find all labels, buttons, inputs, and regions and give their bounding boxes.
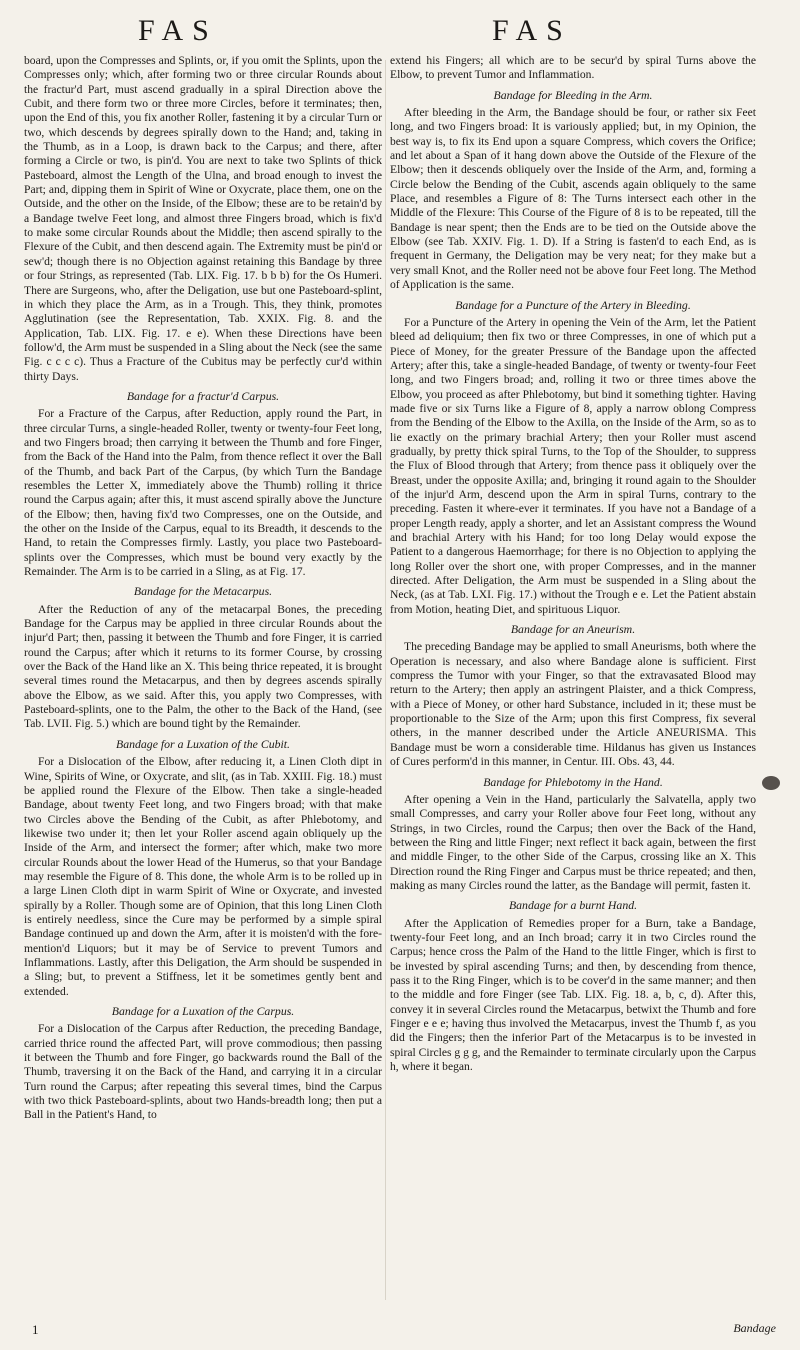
section-heading: Bandage for a fractur'd Carpus.: [126, 388, 280, 403]
section-heading: Bandage for Bleeding in the Arm.: [493, 87, 653, 102]
body-paragraph: After the Reduction of any of the metacarpal Bones, the preceding Bandage for the Carpus may be applied in three circular Rounds about the injur'd Part; then, passing it between the Thumb and fore Finger, it is carried round the Carpus; after which it returns to its former Course, by crossing over the Back of the Hand like an X. This being thrice repeated, it is brought several times round the Metacarpus, and then by degrees ascends spirally above the Elbow, as we said. After this, you apply two Compresses, with Pasteboard-splints, one to the Palm, the other to the Back of the Hand, (see Tab. LVII. Fig. 5.) which are bound tight by the Remainder.: [24, 602, 382, 731]
ink-blot: [762, 776, 780, 790]
section-heading: Bandage for an Aneurism.: [510, 622, 636, 637]
body-paragraph: The preceding Bandage may be applied to small Aneurisms, both where the Operation is necessary, and also where Bandage alone is sufficient. First compress the Tumor with your Finger, so that the extravasated Blood may return to the Artery; then apply an astringent Plaister, and a thick Compress, with a Piece of Money, or other hard Substance, included in it; these must be proportionable to the Size of the Arm; upon this first Compress, fix several others, in the manner described under the Article ANEURISMA. This Bandage must be worn a considerable time. Hildanus has given us Instances of Cures perform'd in this manner, in Centur. III. Obs. 43, 44.: [390, 640, 756, 769]
section-heading: Bandage for Phlebotomy in the Hand.: [483, 774, 663, 789]
left-column: [24, 54, 382, 1316]
running-head: [0, 14, 800, 54]
catchword: Bandage: [733, 1321, 776, 1335]
body-paragraph: For a Dislocation of the Elbow, after reducing it, a Linen Cloth dipt in Wine, Spirits of Wine, or Oxycrate, and slit, (as in Tab. XXIII. Fig. 18.) must be applied round the Flexure of the Elbow. Then take a single-headed Bandage, about twenty Feet long, and two Fingers broad; with that make two Circles above the Bending of the Cubit, as after Phlebotomy, and likewise two under it; then let your Roller ascend again obliquely up the Inside of the Arm, and intersect the former; after which, make two more circular Rounds about the lower Head of the Humerus, so that your Bandage may resemble the Figure of 8. This done, the whole Arm is to be rolled up in a large Linen Cloth dipt in warm Spirit of Wine or Oxycrate, and invested spirally by a Roller. Though some are of Opinion, that this long Linen Cloth is entirely needless, since the Cure may be performed by a simple spiral Bandage continued up and down the Arm, after it is moisten'd with the fore-mention'd Liquors; but it may be of Service to prevent Tumors and Inflammations. Lastly, after this Deligation, the Arm should be suspended in a Sling; but, to prevent a Stiffness, let it be sometimes gently bent and extended.: [24, 755, 382, 998]
body-paragraph: board, upon the Compresses and Splints, or, if you omit the Splints, upon the Compresses only; which, after forming two or three circular Rounds about the fractur'd Part, must ascend gradually in a spiral Direction above the Cubit, and there form two or three more Circles, before it terminates; then, upon the End of this, you fix another Roller, fastening it by a circular Turn or two, which descends by degrees spirally down to the Hand; and, taking in the Thumb, as in a Loop, is drawn back to the Carpus; and there, after forming a Circle or two, is pin'd. You are next to take two Splints of thick Pasteboard, almost the Length of the Ulna, and broad enough to invest the Part; and, dipping them in Spirit of Wine or Oxycrate, place them, one on the Outside, and the other on the Inside, of the Elbow; these are to be retain'd by a Bandage twelve Feet long, and almost three Fingers broad, which is fix'd to make some circular Rounds about the Middle; then ascend spirally to the Flexure of the Cubit, and then descend again. The Extremity must be pin'd or sew'd; though there is no Objection against retaining this Bandage by three or four Strings, as represented (Tab. LIX. Fig. 17. b b b) for the Os Humeri. There are Surgeons, who, after the Deligation, use but one Pasteboard-splint, in which they place the Arm, as in a Trough. This, they think, promotes Agglutination (see the Representation, Tab. XXIX. Fig. 8. and the Application, Tab. LIX. Fig. 17. e e). When these Directions have been follow'd, the Arm must be suspended in a Sling about the Neck (see the same Fig. c c c c). Thus a Fracture of the Cubitus may be perfectly cur'd within thirty Days.: [24, 54, 382, 383]
section-heading: Bandage for the Metacarpus.: [133, 584, 273, 599]
right-column: [390, 54, 756, 1316]
running-head-right: FAS: [492, 14, 572, 47]
body-paragraph: After the Application of Remedies proper for a Burn, take a Bandage, twenty-four Feet long, and an Inch broad; carry it in two Circles round the Carpus; hence cross the Palm of the Hand to the little Finger, which is first to be invested by spiral ascending Turns; and then, by descending from thence, pass it to the Ring Finger, which is to be cover'd in the same manner; and then to the middle and fore Finger (see Tab. LIX. Fig. 18. a, b, c, d). After this, convey it in several Circles round the Metacarpus, betwixt the Thumb and fore Finger e e e; having thus involved the Metacarpus, invest the Thumb f, as you did the Fingers; then the inferior Part of the Metacarpus is to be invested in spiral Circles g g g, and the Remainder to terminate circularly upon the Carpus h, where it began.: [390, 916, 756, 1074]
body-paragraph: After bleeding in the Arm, the Bandage should be four, or rather six Feet long, and two Fingers broad: It is variously applied; but, in my Opinion, the best way is, to fix its End upon a square Compress, which covers the Orifice; and let about a Span of it hang down above the Outside of the Flexure of the Elbow; then it descends obliquely over the Inside of the Arm, and, forming a Circle below the Bending of the Cubit, ascends again obliquely to the same Place, and resembles a Figure of 8: The Turns intersect each other in the Middle of the Flexure: This Course of the Figure of 8 is to be repeated, till the Bandage is near spent; then the Ends are to be tied on the Outside above the Elbow (see Tab. XXIV. Fig. 1. D). If a String is fasten'd to each End, as is frequent in Germany, the Deligation may be very neat; for they make but a very small Knot, and the Roller need not be above four Feet long. The Method of Application is the same.: [390, 106, 756, 292]
column-gutter: [385, 60, 386, 1300]
body-paragraph: For a Dislocation of the Carpus after Reduction, the preceding Bandage, carried thrice round the affected Part, will prove commodious; then passing it between the Thumb and fore Finger, go backwards round the Ball of the Thumb, traversing it on the Back of the Hand, and carrying it in a circular Turn round the Carpus; after repeating this several times, bind the Carpus with two thick Pasteboard-splints, about two Hands-breadth long; then put a Ball in the Patient's Hand, to: [24, 1022, 382, 1122]
body-paragraph: For a Puncture of the Artery in opening the Vein of the Arm, let the Patient bleed ad deliquium; then fix two or three Compresses, in one of which put a Piece of Money, for the greater Pressure of the Bandage upon the affected Artery; after this, take a single-headed Bandage, of twenty or twenty-four Feet long, and two Fingers broad; and, rolling it two or three times above the Elbow, you proceed as after Phlebotomy, but bind it something tighter. Having made five or six Turns like a Figure of 8, apply a narrow oblong Compress from the Bending of the Elbow to the Axilla, on the Inside of the Arm, so as to lie exactly on the primary brachial Artery; then your Roller must ascend gradually, by pretty thick spiral Turns, to the Top of the Shoulder, to suppress the Flux of Blood through that Artery; from thence pass it obliquely over the Breast, under the opposite Axilla; and, bringing it round again to the Shoulder of the injur'd Arm, descend upon the Arm in spiral Turns, contrary to the preceding. Fasten it where-ever it terminates. If you have not a Bandage of a proper Length ready, apply a shorter, and let an Assistant compress the Wound and brachial Artery with his Hand; for too long Delay would expose the Patient to a dangerous Haemorrhage; for there is no Objection to applying the long Roller over the short one, with proper Compresses, and in the manner directed. After Deligation, the Arm must be suspended in a Sling about the Neck, (as at Tab. LXI. Fig. 17.) without the Trough e e. Let the Patient abstain from Motion, heating Diet, and spirituous Liquor.: [390, 315, 756, 616]
section-heading: Bandage for a Puncture of the Artery in Bleeding.: [455, 297, 691, 312]
section-heading: Bandage for a Luxation of the Carpus.: [111, 1004, 295, 1018]
body-paragraph: For a Fracture of the Carpus, after Reduction, apply round the Part, in three circular Turns, a single-headed Roller, twenty or twenty-four Feet long, and two Fingers broad; then carrying it between the Thumb and fore Finger, from the Back of the Hand into the Palm, from thence reflect it over the Ball of the Thumb, and back Part of the Carpus, (by which Turn the Bandage resembles the Letter X, immediately above the Thumb) rolling it thrice round the Carpus again; after this, it must ascend spirally above the Juncture of the Elbow; then, having fix'd two Compresses, one on the Outside, and the other on the Inside of the Carpus, equal to its Breadth, it descends to the Hand, to retain the Compresses firmly. Lastly, you place two Pasteboard-splints over the Compresses, which must be bound very exactly by the Remainder. The Arm is to be carried in a Sling, as at Fig. 17.: [24, 407, 382, 579]
body-paragraph: After opening a Vein in the Hand, particularly the Salvatella, apply two small Compresses, and carry your Roller above four Feet long, without any Strings, in two Circles, round the Carpus; then over the Back of the Hand, between the Ring and little Finger; next reflect it back again, between the first and middle Finger, to the other Side of the Carpus, crossing like an X. This Direction round the Ring Finger and Carpus must be thrice repeated; and then, making as many Circles round the latter, as the Bandage will permit, fasten it.: [390, 792, 756, 892]
folio-number: 1: [32, 1322, 39, 1337]
section-heading: Bandage for a Luxation of the Cubit.: [116, 736, 290, 751]
body-paragraph: extend his Fingers; all which are to be secur'd by spiral Turns above the Elbow, to prevent Tumor and Inflammation.: [390, 54, 756, 82]
running-head-left: FAS: [138, 14, 218, 47]
section-heading: Bandage for a burnt Hand.: [508, 898, 638, 913]
